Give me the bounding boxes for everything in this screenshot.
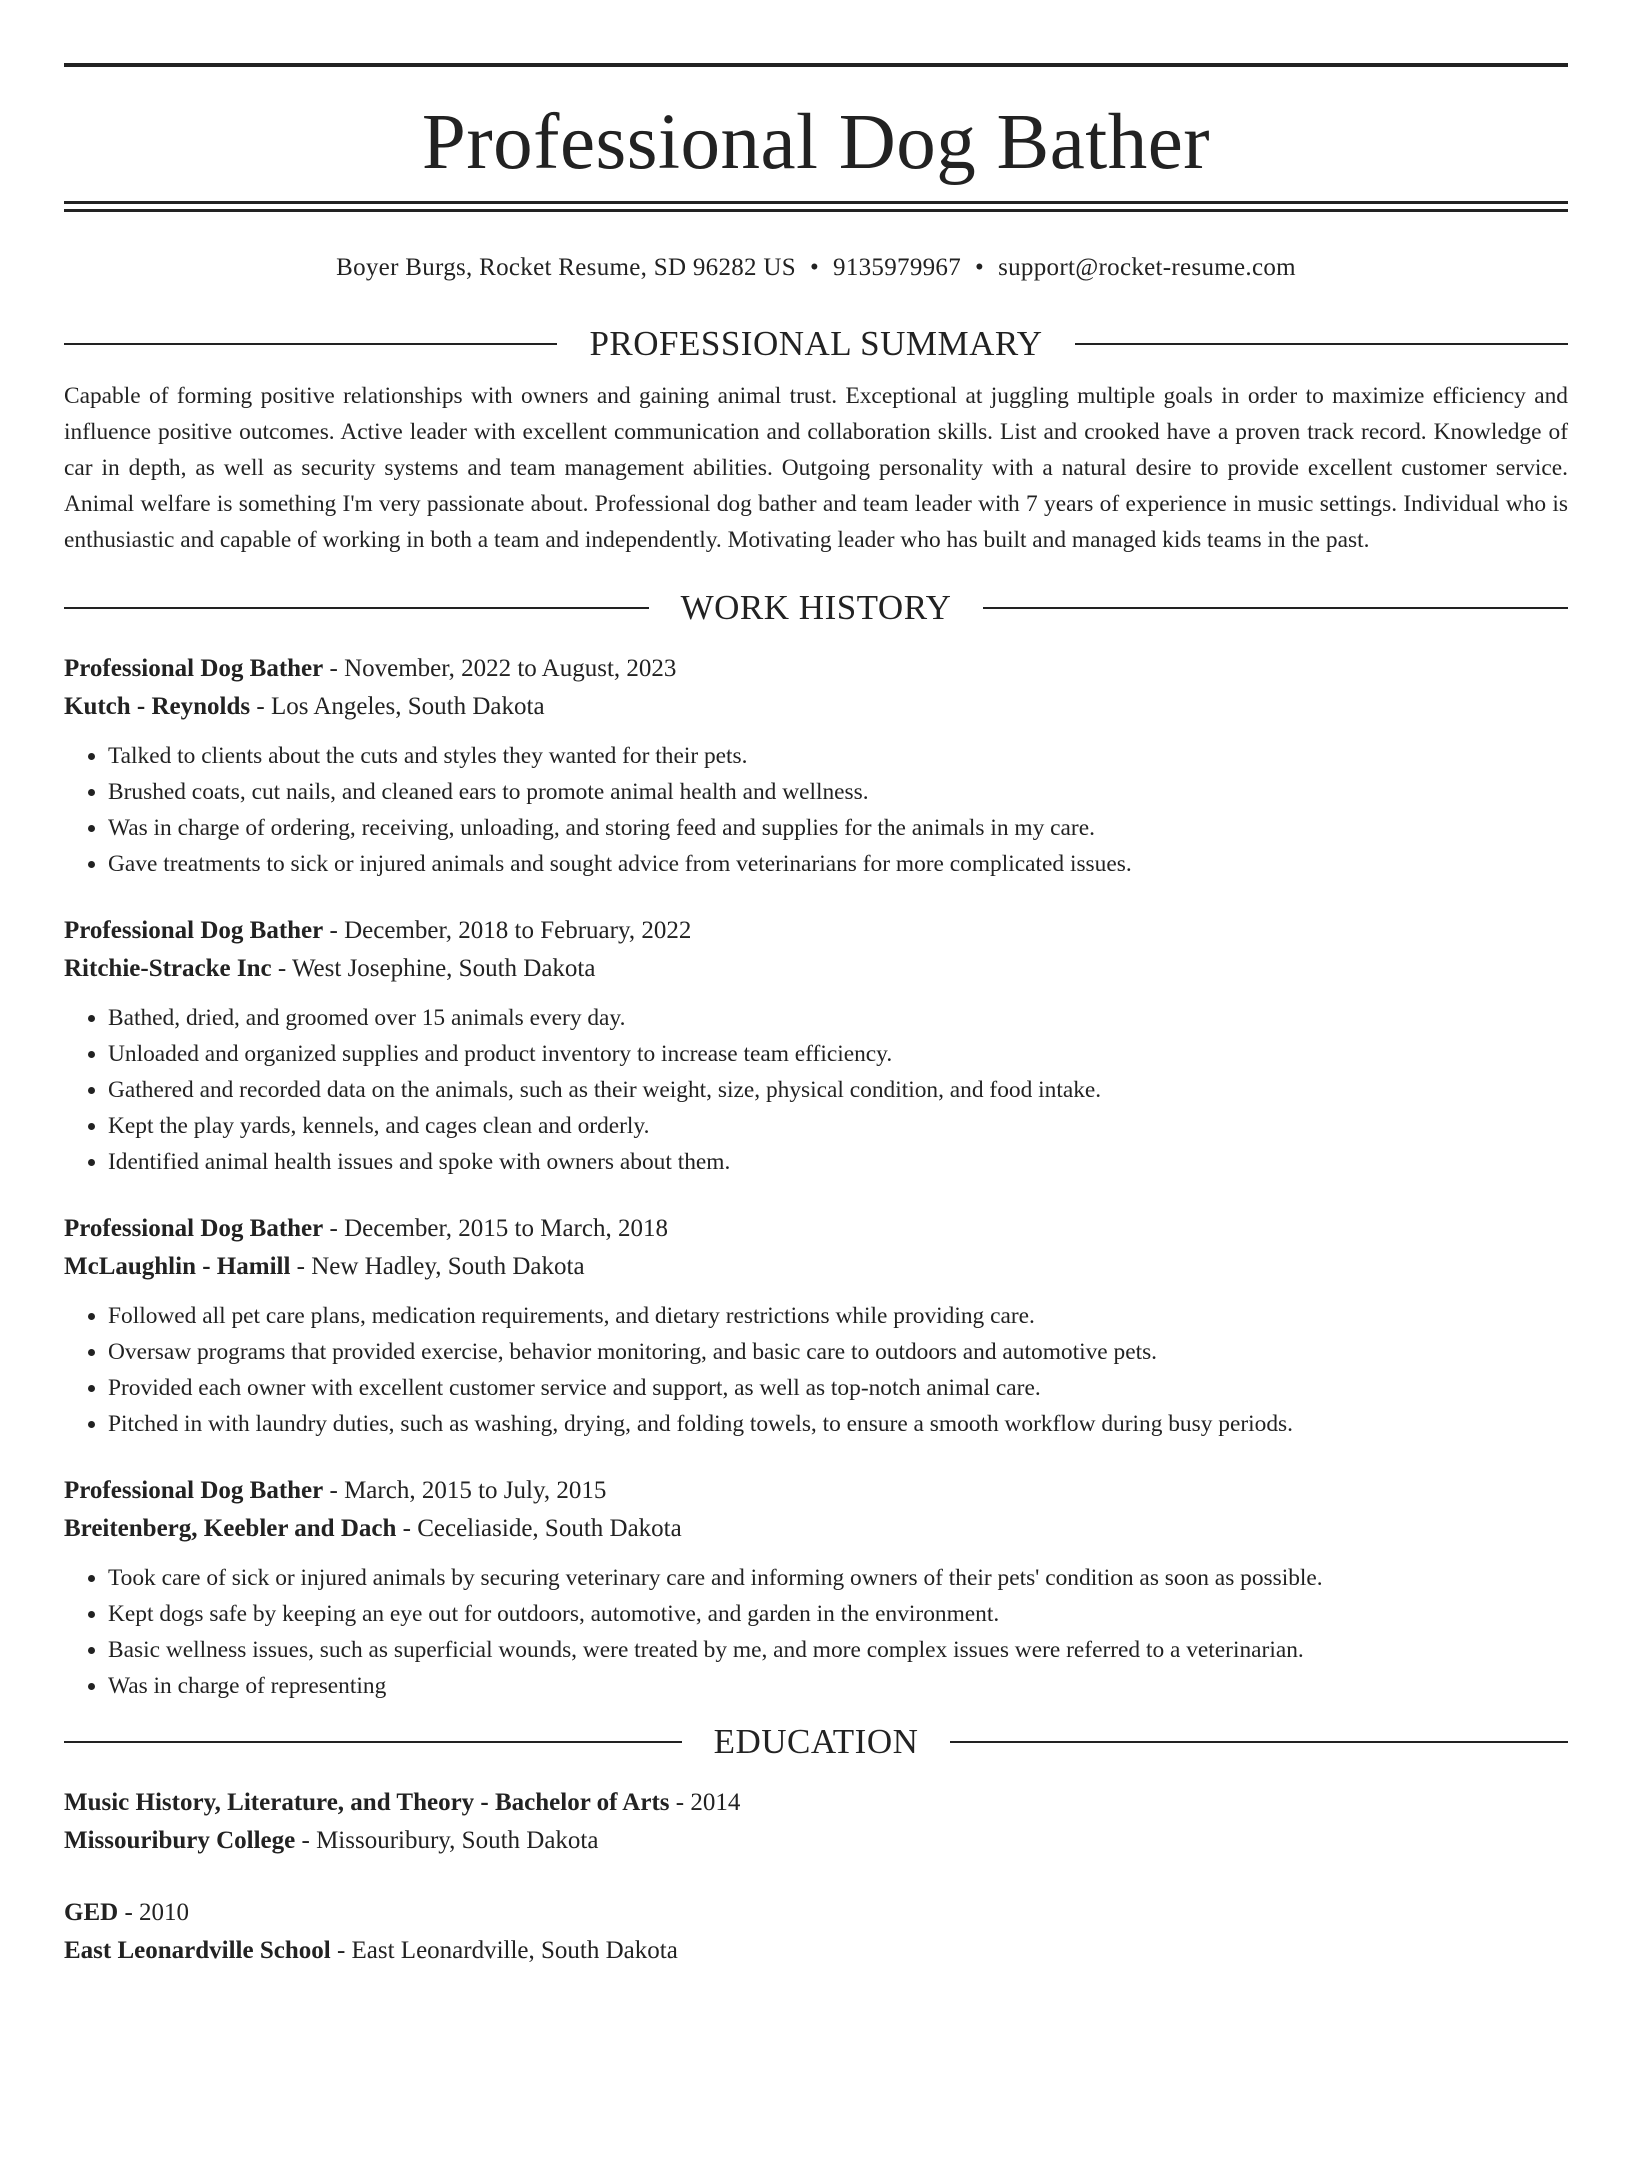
education-degree: GED bbox=[64, 1899, 119, 1926]
job-bullet: • Took care of sick or injured animals by securing veterinary care and informing owners of their pets' condition as soon as possible. bbox=[108, 1560, 1568, 1596]
job-entry bbox=[64, 650, 1568, 882]
heading-rule-left bbox=[64, 1741, 682, 1743]
education-location: - East Leonardville, South Dakota bbox=[330, 1937, 678, 1964]
education-school: Missouribury College bbox=[64, 1827, 296, 1854]
contact-phone: 9135979967 bbox=[833, 254, 962, 281]
job-bullet: • Unloaded and organized supplies and product inventory to increase team efficiency. bbox=[108, 1036, 1568, 1072]
job-entry bbox=[64, 1472, 1568, 1704]
heading-rule-left bbox=[64, 607, 649, 609]
job-entry bbox=[64, 912, 1568, 1180]
job-bullet: • Gathered and recorded data on the animals, such as their weight, size, physical condition, and food intake. bbox=[108, 1072, 1568, 1108]
job-title: Professional Dog Bather bbox=[64, 1215, 324, 1242]
job-location: - Ceceliaside, South Dakota bbox=[396, 1515, 682, 1542]
contact-line bbox=[64, 252, 1568, 284]
education-degree-line bbox=[64, 1894, 1568, 1932]
job-title: Professional Dog Bather bbox=[64, 1477, 324, 1504]
job-bullet: • Bathed, dried, and groomed over 15 animals every day. bbox=[108, 1000, 1568, 1036]
heading-rule-right bbox=[950, 1741, 1568, 1743]
contact-email: support@rocket-resume.com bbox=[998, 254, 1296, 281]
section-title: EDUCATION bbox=[713, 1722, 919, 1761]
job-title-line bbox=[64, 650, 1568, 688]
section-title: PROFESSIONAL SUMMARY bbox=[589, 324, 1043, 363]
job-bullet: • Oversaw programs that provided exercise, behavior monitoring, and basic care to outdoors and automotive pets. bbox=[108, 1334, 1568, 1370]
job-company: McLaughlin - Hamill bbox=[64, 1253, 291, 1280]
job-title-line bbox=[64, 1210, 1568, 1248]
job-bullet: • Pitched in with laundry duties, such as washing, drying, and folding towels, to ensure a smooth workflow during busy periods. bbox=[108, 1406, 1568, 1442]
heading-rule-right bbox=[1075, 343, 1568, 345]
education-year: - 2010 bbox=[118, 1899, 190, 1926]
job-company: Kutch - Reynolds bbox=[64, 693, 251, 720]
resume-page bbox=[0, 63, 1632, 2175]
job-bullets bbox=[64, 1298, 1568, 1442]
job-bullet: • Basic wellness issues, such as superficial wounds, were treated by me, and more complex issues were referred to a veterinarian. bbox=[108, 1632, 1568, 1668]
education-entry bbox=[64, 1894, 1568, 1970]
contact-separator: • bbox=[975, 254, 985, 281]
education-degree-line bbox=[64, 1784, 1568, 1822]
section-heading-education bbox=[64, 1722, 1568, 1762]
job-bullets bbox=[64, 1000, 1568, 1180]
contact-address: Boyer Burgs, Rocket Resume, SD 96282 US bbox=[336, 254, 796, 281]
job-company-line bbox=[64, 1248, 1568, 1286]
job-bullet: • Gave treatments to sick or injured animals and sought advice from veterinarians for more complicated issues. bbox=[108, 846, 1568, 882]
summary-text: Capable of forming positive relationships with owners and gaining animal trust. Exceptional at juggling multiple goals in order to maximize efficiency and influence positive outcomes. Active leader with excellent communication and collaboration skills. List and crooked have a proven track record. Knowledge of car in depth, as well as security systems and team management abilities. Outgoing personality with a natural desire to provide excellent customer service. Animal welfare is something I'm very passionate about. Professional dog bather and team leader with 7 years of experience in music settings. Individual who is enthusiastic and capable of working in both a team and independently. Motivating leader who has built and managed kids teams in the past. bbox=[64, 383, 1568, 553]
job-location: - Los Angeles, South Dakota bbox=[250, 693, 545, 720]
job-entry bbox=[64, 1210, 1568, 1442]
job-title-line bbox=[64, 1472, 1568, 1510]
job-bullet: • Followed all pet care plans, medication requirements, and dietary restrictions while providing care. bbox=[108, 1298, 1568, 1334]
job-company-line bbox=[64, 688, 1568, 726]
job-bullet: • Talked to clients about the cuts and styles they wanted for their pets. bbox=[108, 738, 1568, 774]
education-year: - 2014 bbox=[669, 1789, 741, 1816]
job-bullet: • Kept dogs safe by keeping an eye out for outdoors, automotive, and garden in the environment. bbox=[108, 1596, 1568, 1632]
job-location: - New Hadley, South Dakota bbox=[290, 1253, 585, 1280]
job-dates: - December, 2018 to February, 2022 bbox=[323, 917, 692, 944]
job-location: - West Josephine, South Dakota bbox=[271, 955, 596, 982]
job-company-line bbox=[64, 1510, 1568, 1548]
section-heading-summary bbox=[64, 324, 1568, 364]
job-dates: - December, 2015 to March, 2018 bbox=[323, 1215, 668, 1242]
job-bullet: • Provided each owner with excellent customer service and support, as well as top-notch animal care. bbox=[108, 1370, 1568, 1406]
section-heading-work-history bbox=[64, 588, 1568, 628]
job-bullet: • Identified animal health issues and spoke with owners about them. bbox=[108, 1144, 1568, 1180]
heading-rule-left bbox=[64, 343, 557, 345]
job-company: Breitenberg, Keebler and Dach bbox=[64, 1515, 397, 1542]
header-double-rule bbox=[64, 201, 1568, 212]
job-bullets bbox=[64, 738, 1568, 882]
contact-separator: • bbox=[809, 254, 820, 281]
job-company: Ritchie-Stracke Inc bbox=[64, 955, 272, 982]
section-title: WORK HISTORY bbox=[680, 588, 952, 627]
job-title: Professional Dog Bather bbox=[64, 917, 324, 944]
job-dates: - November, 2022 to August, 2023 bbox=[323, 655, 677, 682]
education-degree: Music History, Literature, and Theory - Bachelor of Arts bbox=[64, 1789, 670, 1816]
job-bullet: • Was in charge of ordering, receiving, unloading, and storing feed and supplies for the animals in my care. bbox=[108, 810, 1568, 846]
job-company-line bbox=[64, 950, 1568, 988]
job-bullet: • Kept the play yards, kennels, and cages clean and orderly. bbox=[108, 1108, 1568, 1144]
job-bullets bbox=[64, 1560, 1568, 1704]
job-dates: - March, 2015 to July, 2015 bbox=[323, 1477, 607, 1504]
job-bullet: • Brushed coats, cut nails, and cleaned ears to promote animal health and wellness. bbox=[108, 774, 1568, 810]
education-location: - Missouribury, South Dakota bbox=[295, 1827, 599, 1854]
resume-name: Professional Dog Bather bbox=[421, 99, 1211, 186]
heading-rule-right bbox=[983, 607, 1568, 609]
education-school-line bbox=[64, 1932, 1568, 1970]
job-title: Professional Dog Bather bbox=[64, 655, 324, 682]
job-title-line bbox=[64, 912, 1568, 950]
education-school-line bbox=[64, 1822, 1568, 1860]
education-entry bbox=[64, 1784, 1568, 1860]
job-bullet: • Was in charge of representing bbox=[108, 1668, 1568, 1704]
education-school: East Leonardville School bbox=[64, 1937, 331, 1964]
